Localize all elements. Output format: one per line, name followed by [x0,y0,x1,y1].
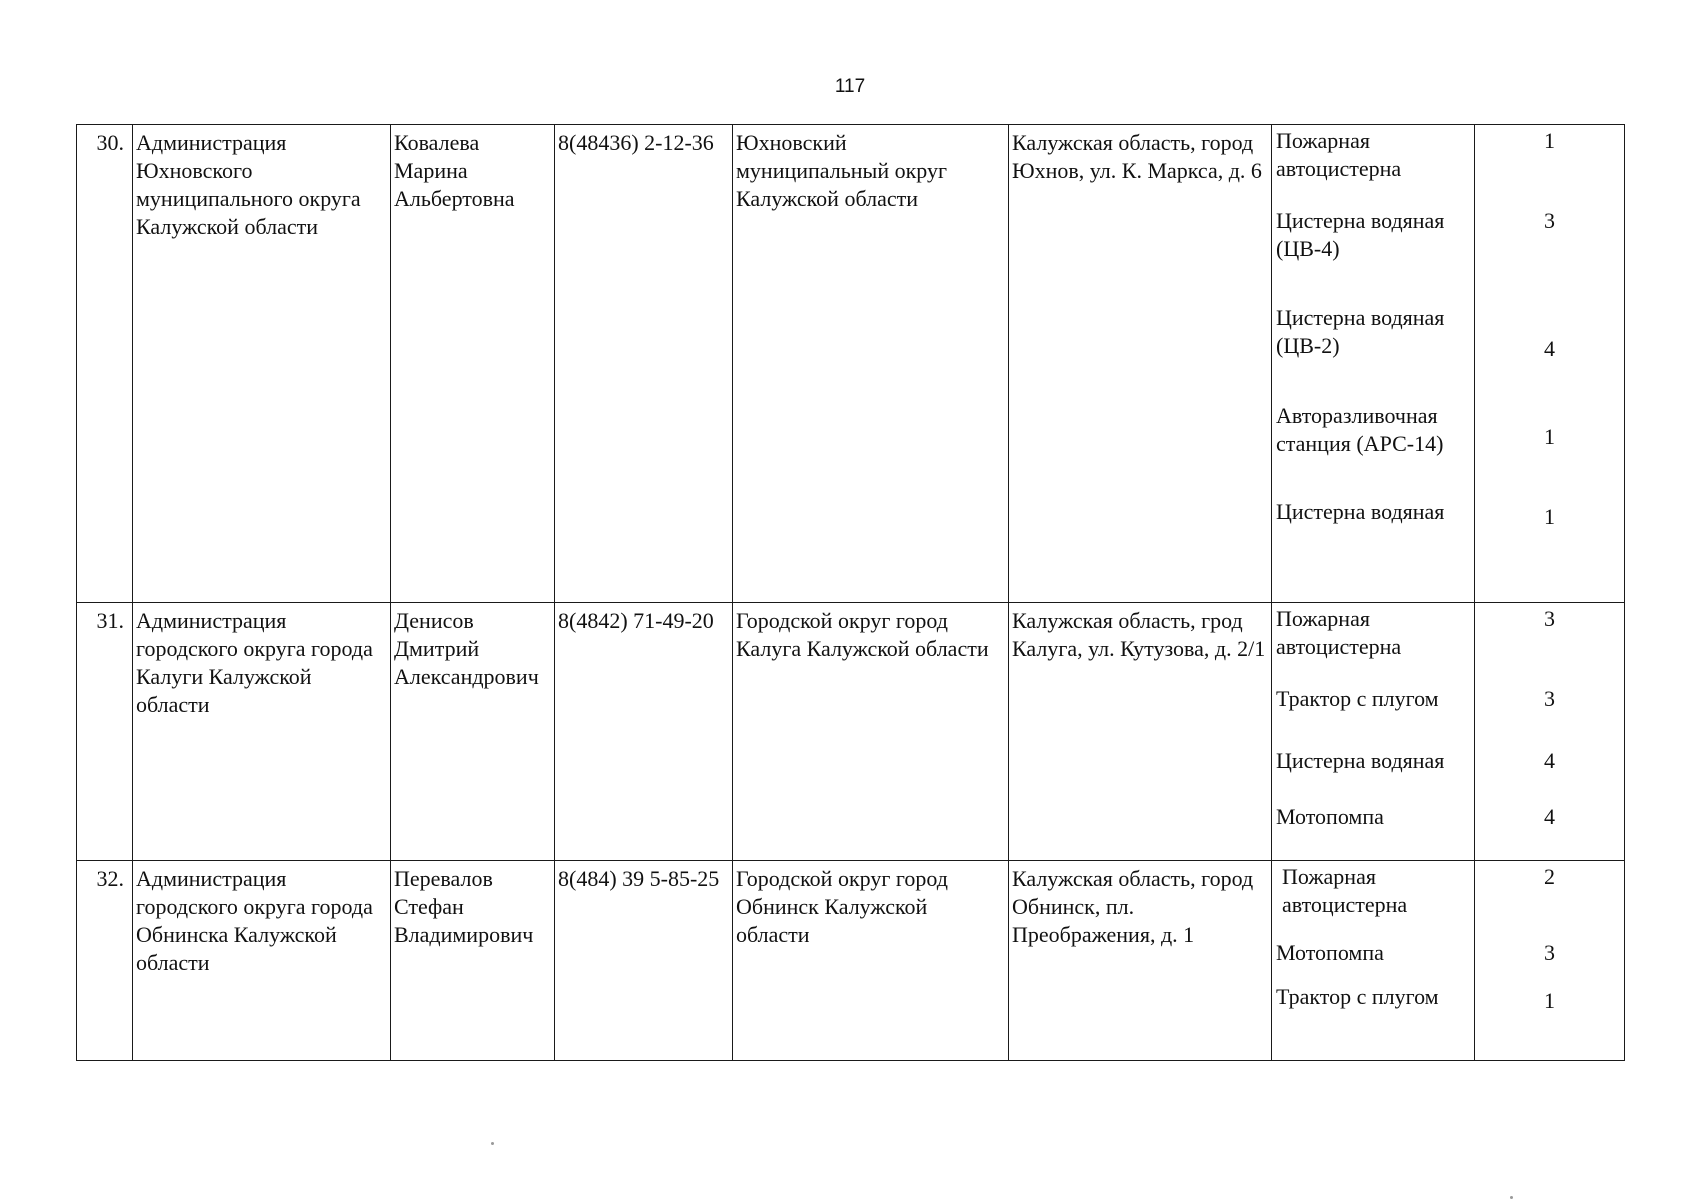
equipment-name: Трактор с плугом [1276,984,1439,1009]
equipment-name: Авторазливочная станция (АРС-14) [1276,403,1444,456]
row-number: 31. [77,603,133,861]
equipment-quantity: 3 [1544,208,1555,233]
phone-number: 8(484) 39 5-85-25 [555,861,733,1061]
row-number: 30. [77,125,133,603]
equipment-quantity: 1 [1544,128,1555,153]
organization-name: Администрация городского округа города Калуги Калужской области [133,603,391,861]
page-number: 117 [834,76,866,97]
equipment-quantity: 3 [1544,606,1555,631]
scan-speck [491,1142,494,1145]
quantity-list [1475,125,1625,603]
equipment-quantity: 4 [1544,336,1555,361]
scan-speck [1510,1196,1513,1199]
territory: Юхновский муниципальный округ Калужской области [733,125,1009,603]
table-row [77,861,1625,1061]
equipment-name: Пожарная автоцистерна [1282,864,1408,917]
phone-number: 8(48436) 2-12-36 [555,125,733,603]
organization-name: Администрация городского округа города Обнинска Калужской области [133,861,391,1061]
quantity-list [1475,603,1625,861]
address: Калужская область, город Юхнов, ул. К. Маркса, д. 6 [1009,125,1272,603]
equipment-quantity: 3 [1544,686,1555,711]
territory: Городской округ город Обнинск Калужской области [733,861,1009,1061]
equipment-name: Цистерна водяная [1276,748,1445,773]
equipment-quantity: 4 [1544,748,1555,773]
organization-name: Администрация Юхновского муниципального округа Калужской области [133,125,391,603]
address: Калужская область, грод Калуга, ул. Кутузова, д. 2/1 [1009,603,1272,861]
equipment-quantity: 2 [1544,864,1555,889]
table-row [77,603,1625,861]
contact-person: Перевалов Стефан Владимирович [391,861,555,1061]
equipment-list [1272,603,1475,861]
registry-table [76,124,1625,1061]
address: Калужская область, город Обнинск, пл. Преображения, д. 1 [1009,861,1272,1061]
contact-person: Денисов Дмитрий Александрович [391,603,555,861]
equipment-quantity: 3 [1544,940,1555,965]
equipment-name: Цистерна водяная [1276,499,1445,524]
equipment-quantity: 1 [1544,988,1555,1013]
contact-person: Ковалева Марина Альбертовна [391,125,555,603]
quantity-list [1475,861,1625,1061]
territory: Городской округ город Калуга Калужской области [733,603,1009,861]
equipment-quantity: 1 [1544,504,1555,529]
equipment-name: Цистерна водяная (ЦВ-4) [1276,208,1445,261]
equipment-list [1272,861,1475,1061]
equipment-name: Трактор с плугом [1276,686,1439,711]
equipment-list [1272,125,1475,603]
table-row [77,125,1625,603]
equipment-name: Мотопомпа [1276,940,1384,965]
equipment-name: Пожарная автоцистерна [1276,128,1402,181]
equipment-quantity: 4 [1544,804,1555,829]
row-number: 32. [77,861,133,1061]
equipment-name: Цистерна водяная (ЦВ-2) [1276,305,1445,358]
equipment-name: Мотопомпа [1276,804,1384,829]
phone-number: 8(4842) 71-49-20 [555,603,733,861]
equipment-quantity: 1 [1544,424,1555,449]
equipment-name: Пожарная автоцистерна [1276,606,1402,659]
